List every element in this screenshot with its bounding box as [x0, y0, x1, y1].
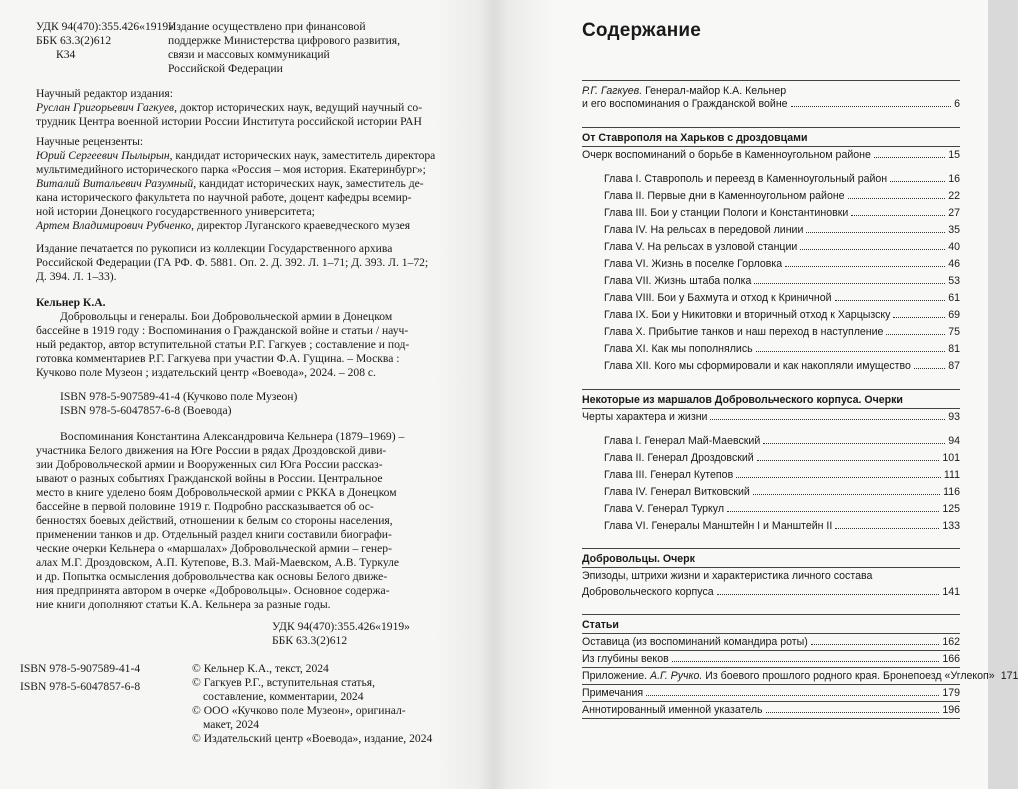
toc-page	[494, 0, 1018, 789]
leader-dots	[757, 460, 940, 461]
toc-entry-title: Глава IV. На рельсах в передовой линии	[604, 224, 804, 236]
toc-chapter[interactable]	[604, 518, 960, 532]
annotation-line: ния предпринята автором в очерке «Добровольцы». Основное содержа-	[36, 584, 390, 597]
sci-editor-name: Руслан Григорьевич Гагкуев	[36, 101, 175, 114]
toc-entry-page: 116	[943, 486, 960, 498]
annotation-line: место в книге уделено боям Добровольческой армии с РККА в Донецком	[36, 486, 397, 499]
toc-entry-page: 171	[1000, 670, 1018, 682]
copyright-line: © Издательский центр «Воевода», издание, 2024	[192, 732, 433, 745]
toc-entry-title: Примечания	[582, 687, 644, 699]
toc-entry-title: Глава V. На рельсах в узловой станции	[604, 241, 798, 253]
appendix-title: Из боевого прошлого родного края. Бронепоезд «Углекоп»	[702, 670, 995, 682]
annotation-line: Воспоминания Константина Александровича Кельнера (1879–1969) –	[60, 430, 405, 443]
toc-entry-page: 15	[948, 149, 960, 161]
leader-dots	[835, 300, 946, 301]
toc-chapter[interactable]	[604, 307, 960, 321]
toc-entry-title: Глава VIII. Бои у Бахмута и отход к Криничной	[604, 292, 832, 304]
toc-entry-page: 22	[948, 190, 960, 202]
annotation-line: бассейне в первой половине 1919 г. Подробно рассказывается об ос-	[36, 500, 374, 513]
toc-entry-page: 196	[942, 704, 960, 716]
section-rule	[582, 127, 960, 128]
reviewer-3	[36, 219, 410, 233]
funding-line: Российской Федерации	[168, 62, 283, 75]
reviewer-2	[36, 177, 424, 191]
sci-editor-label: Научный редактор издания:	[36, 87, 173, 100]
section-rule	[582, 567, 960, 568]
reviewer-2-line3: ной истории Донецкого государственного университета;	[36, 205, 315, 218]
section-rule	[582, 614, 960, 615]
reviewer-2-name: Виталий Витальевич Разумный	[36, 177, 194, 190]
intro-author: Р.Г. Гагкуев.	[582, 85, 643, 97]
toc-chapter[interactable]	[604, 450, 960, 464]
toc-title: Содержание	[582, 20, 702, 41]
toc-entry-title: Черты характера и жизни	[582, 411, 708, 423]
annotation-line: и др. Попытка осмысления добровольчества как основы Белого движе-	[36, 570, 388, 583]
leader-dots	[672, 661, 940, 662]
toc-entry-page: 87	[948, 360, 960, 372]
toc-entry-page: 6	[954, 98, 960, 110]
toc-entry-page: 81	[948, 343, 960, 355]
toc-entry-title: Глава III. Генерал Кутепов	[604, 469, 734, 481]
reviewer-1-line2: мультимедийного исторического парка «Россия – моя история. Екатеринбург»;	[36, 163, 426, 176]
leader-dots	[893, 317, 945, 318]
toc-entry-title	[582, 670, 995, 682]
left-page	[0, 0, 494, 789]
bbk-top: ББК 63.3(2)612	[36, 34, 112, 47]
leader-dots	[890, 181, 945, 182]
archive-line: Д. 394. Л. 1–33).	[36, 270, 117, 283]
leader-dots	[806, 232, 945, 233]
toc-chapter[interactable]	[604, 188, 960, 202]
leader-dots	[736, 477, 941, 478]
toc-entry-page: 166	[942, 653, 960, 665]
toc-entry-title: Глава III. Бои у станции Пологи и Константиновки	[604, 207, 849, 219]
toc-chapter[interactable]	[604, 171, 960, 185]
toc-entry-title: Глава I. Генерал Май-Маевский	[604, 435, 761, 447]
leader-dots	[727, 511, 939, 512]
toc-entry-title: Очерк воспоминаний о борьбе в Каменноугольном районе	[582, 149, 871, 161]
biblio-line: Добровольцы и генералы. Бои Добровольческой армии в Донецком	[60, 310, 393, 323]
leader-dots	[791, 106, 952, 107]
toc-entry[interactable]	[582, 634, 960, 648]
author-heading: Кельнер К.А.	[36, 296, 106, 309]
toc-entry-title: Глава II. Первые дни в Каменноугольном районе	[604, 190, 845, 202]
annotation-line: ние книги дополняют статьи К.А. Кельнера за разные годы.	[36, 598, 331, 611]
leader-dots	[646, 695, 939, 696]
funding-line: поддержке Министерства цифрового развития,	[168, 34, 401, 47]
toc-entry-title: Глава VI. Генералы Манштейн I и Манштейн II	[604, 520, 833, 532]
reviewer-1	[36, 149, 435, 163]
toc-chapter[interactable]	[604, 358, 960, 372]
annotation-line: зии Добровольческой армии и Вооруженных сил Юга России рассказ-	[36, 458, 383, 471]
sci-editor-line2: трудник Центра военной истории России Института российской истории РАН	[36, 115, 422, 128]
annotation-line: применении танков и др. Отдельный раздел книги составили биографи-	[36, 528, 392, 541]
toc-chapter[interactable]	[604, 324, 960, 338]
toc-entry-page: 94	[948, 435, 960, 447]
isbn-line: ISBN 978-5-6047857-6-8 (Воевода)	[60, 404, 232, 417]
sci-editor-line	[36, 101, 422, 115]
toc-entry-title: Глава XI. Как мы пополнялись	[604, 343, 753, 355]
toc-chapter[interactable]	[604, 256, 960, 270]
leader-dots	[766, 712, 940, 713]
leader-dots	[800, 249, 945, 250]
leader-dots	[874, 157, 945, 158]
leader-dots	[753, 494, 940, 495]
toc-chapter[interactable]	[604, 433, 960, 447]
toc-entry[interactable]	[582, 702, 960, 716]
toc-entry-page: 75	[948, 326, 960, 338]
right-page	[494, 0, 1018, 789]
udk-bottom: УДК 94(470):355.426«1919»	[272, 620, 410, 633]
funding-line: связи и массовых коммуникаций	[168, 48, 330, 61]
biblio-line: готовка комментариев Р.Г. Гагкуева при участии Ф.А. Гущина. – Москва :	[36, 352, 400, 365]
toc-entry-page: 61	[948, 292, 960, 304]
toc-chapter[interactable]	[604, 501, 960, 515]
toc-entry-title: Глава I. Ставрополь и переезд в Каменноугольный район	[604, 173, 888, 185]
annotation-line: ывают о разных событиях Гражданской войны в России. Центральное	[36, 472, 383, 485]
biblio-line: Кучково поле Музеон ; издательский центр «Воевода», 2024. – 208 с.	[36, 366, 376, 379]
biblio-line: ный редактор, автор вступительной статьи Р.Г. Гагкуев ; составление и под-	[36, 338, 410, 351]
section-rule	[582, 80, 960, 81]
toc-entry-page: 101	[942, 452, 960, 464]
bbk-bottom: ББК 63.3(2)612	[272, 634, 348, 647]
toc-entry-page: 133	[942, 520, 960, 532]
toc-entry[interactable]	[582, 409, 960, 423]
leader-dots	[851, 215, 945, 216]
leader-dots	[835, 528, 939, 529]
toc-entry-page: 46	[948, 258, 960, 270]
toc-entry-page: 125	[942, 503, 960, 515]
isbn-bottom: ISBN 978-5-907589-41-4	[20, 662, 141, 675]
leader-dots	[763, 443, 945, 444]
toc-entry[interactable]	[582, 685, 960, 699]
toc-entry-title: Глава XII. Кого мы сформировали и как накопляли имущество	[604, 360, 911, 372]
isbn-bottom: ISBN 978-5-6047857-6-8	[20, 680, 141, 693]
toc-entry-title: Глава VII. Жизнь штаба полка	[604, 275, 752, 287]
section-rule	[582, 548, 960, 549]
copyright-line: © ООО «Кучково поле Музеон», оригинал-	[192, 704, 406, 717]
toc-chapter[interactable]	[604, 205, 960, 219]
leader-dots	[914, 368, 945, 369]
toc-entry-intro[interactable]	[582, 96, 960, 110]
reviewer-1-rest: , кандидат исторических наук, заместитель директора	[169, 149, 436, 162]
toc-chapter[interactable]	[604, 341, 960, 355]
toc-entry-page: 141	[942, 586, 960, 598]
isbn-line: ISBN 978-5-907589-41-4 (Кучково поле Музеон)	[60, 390, 298, 403]
copyright-line: © Гагкуев Р.Г., вступительная статья,	[192, 676, 375, 689]
toc-section-heading[interactable]: Статьи	[582, 619, 619, 631]
biblio-line: бассейне в 1919 году : Воспоминания о Гражданской войне и статьи / науч-	[36, 324, 409, 337]
toc-entry[interactable]	[582, 584, 960, 598]
toc-entry-page: 16	[948, 173, 960, 185]
toc-entry-page: 179	[942, 687, 960, 699]
toc-chapter[interactable]	[604, 290, 960, 304]
toc-entry-title: Глава IX. Бои у Никитовки и вторичный отход к Харцызску	[604, 309, 891, 321]
funding-line: Издание осуществлено при финансовой	[168, 20, 366, 33]
leader-dots	[886, 334, 945, 335]
toc-entry-title: Аннотированный именной указатель	[582, 704, 763, 716]
toc-entry-title: Из глубины веков	[582, 653, 669, 665]
annotation-line: участника Белого движения на Юге России в рядах Дроздовской диви-	[36, 444, 387, 457]
leader-dots	[811, 644, 940, 645]
toc-entry-title: Глава VI. Жизнь в поселке Горловка	[604, 258, 783, 270]
toc-section-heading[interactable]: Некоторые из маршалов Добровольческого корпуса. Очерки	[582, 394, 903, 406]
toc-entry-title: и его воспоминания о Гражданской войне	[582, 98, 788, 110]
toc-entry-page: 40	[948, 241, 960, 253]
reviewer-3-rest: , директор Луганского краеведческого музея	[191, 219, 411, 232]
toc-entry-page: 35	[948, 224, 960, 236]
leader-dots	[754, 283, 945, 284]
section-rule	[582, 718, 960, 719]
toc-section-heading[interactable]: От Ставрополя на Харьков с дроздовцами	[582, 132, 808, 144]
toc-entry-title: Глава X. Прибытие танков и наш переход в наступление	[604, 326, 884, 338]
toc-entry-page: 162	[942, 636, 960, 648]
udk-top: УДК 94(470):355.426«1919»	[36, 20, 174, 33]
leader-dots	[756, 351, 946, 352]
reviewer-3-name: Артем Владимирович Рубченко	[36, 219, 192, 232]
reviewer-2-line2: кана исторического факультета по научной работе, доцент кафедры всемир-	[36, 191, 412, 204]
k-code: К34	[56, 48, 76, 61]
toc-entry[interactable]	[582, 147, 960, 161]
reviewers-label: Научные рецензенты:	[36, 135, 144, 148]
toc-entry-page: 69	[948, 309, 960, 321]
section-rule	[582, 389, 960, 390]
imprint-page	[0, 0, 494, 789]
toc-entry-line1[interactable]: Эпизоды, штрихи жизни и характеристика личного состава	[582, 570, 873, 582]
sci-editor-rest: , доктор исторических наук, ведущий научный со-	[174, 101, 423, 114]
copyright-line: макет, 2024	[203, 718, 260, 731]
toc-section-heading[interactable]: Добровольцы. Очерк	[582, 553, 695, 565]
toc-entry-title: Добровольческого корпуса	[582, 586, 714, 598]
toc-entry-page: 53	[948, 275, 960, 287]
appendix-prefix: Приложение.	[582, 670, 651, 682]
toc-entry[interactable]	[582, 651, 960, 665]
toc-entry-page: 111	[943, 469, 960, 481]
toc-entry-page: 27	[948, 207, 960, 219]
toc-entry-title: Глава II. Генерал Дроздовский	[604, 452, 754, 464]
toc-chapter[interactable]	[604, 239, 960, 253]
toc-entry-appendix[interactable]	[582, 668, 1018, 682]
toc-chapter[interactable]	[604, 484, 960, 498]
annotation-line: ческие очерки Кельнера о «маршалах» Добровольческой армии – генер-	[36, 542, 392, 555]
intro-title: Генерал-майор К.А. Кельнер	[642, 85, 787, 97]
leader-dots	[785, 266, 945, 267]
toc-entry-page: 93	[948, 411, 960, 423]
annotation-line: алах М.Г. Дроздовском, А.П. Кутепове, В.З. Май-Маевском, А.В. Туркуле	[36, 556, 400, 569]
toc-entry-title: Глава V. Генерал Туркул	[604, 503, 725, 515]
toc-entry-title: Оставица (из воспоминаний командира роты)	[582, 636, 808, 648]
reviewer-2-rest: , кандидат исторических наук, заместитель де-	[193, 177, 424, 190]
copyright-line: © Кельнер К.А., текст, 2024	[192, 662, 329, 675]
leader-dots	[848, 198, 946, 199]
leader-dots	[710, 419, 945, 420]
leader-dots	[717, 594, 940, 595]
toc-chapter[interactable]	[604, 222, 960, 236]
archive-line: Российской Федерации (ГА РФ. Ф. 5881. Оп. 2. Д. 392. Л. 1–71; Д. 393. Л. 1–72;	[36, 256, 429, 269]
toc-chapter[interactable]	[604, 467, 960, 481]
copyright-line: составление, комментарии, 2024	[203, 690, 364, 703]
reviewer-1-name: Юрий Сергеевич Пылырын	[36, 149, 170, 162]
appendix-author: А.Г. Ручко.	[650, 670, 703, 682]
toc-entry-title: Глава IV. Генерал Витковский	[604, 486, 750, 498]
toc-chapter[interactable]	[604, 273, 960, 287]
annotation-line: бенностях боевых действий, отношении к белым со стороны населения,	[36, 514, 393, 527]
archive-line: Издание печатается по рукописи из коллекции Государственного архива	[36, 242, 393, 255]
